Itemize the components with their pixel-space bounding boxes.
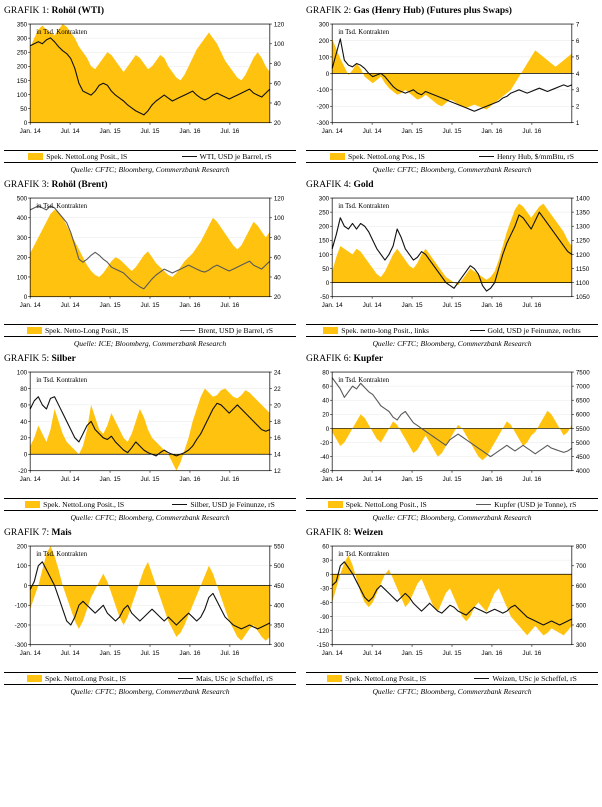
svg-text:1400: 1400 [575, 195, 590, 203]
svg-text:-20: -20 [18, 467, 28, 475]
panel-grafik4 [306, 178, 598, 352]
svg-text:0: 0 [23, 120, 28, 128]
svg-text:450: 450 [273, 582, 285, 590]
svg-text:-60: -60 [320, 467, 330, 475]
svg-text:20: 20 [273, 402, 281, 410]
svg-text:350: 350 [273, 622, 285, 630]
panel-label: GRAFIK 5: [4, 353, 50, 364]
svg-text:Jul. 15: Jul. 15 [442, 475, 462, 483]
svg-text:6000: 6000 [575, 411, 590, 419]
line-swatch [474, 678, 489, 679]
legend [306, 150, 598, 163]
svg-text:5000: 5000 [575, 439, 590, 447]
source-note: Quelle: CFTC; Bloomberg, Commerzbank Research [372, 164, 532, 174]
svg-text:1200: 1200 [575, 251, 590, 259]
legend-label: Spek. NettoLong Posit., lS [46, 151, 128, 161]
chart-grafik4 [306, 192, 598, 323]
svg-text:1250: 1250 [575, 237, 590, 245]
svg-text:40: 40 [322, 397, 330, 405]
svg-text:Jul. 15: Jul. 15 [140, 649, 160, 657]
panel-name: Mais [51, 527, 72, 538]
source-note: Quelle: CFTC; Bloomberg, Commerzbank Research [372, 338, 532, 348]
svg-text:1050: 1050 [575, 294, 590, 302]
svg-text:in Tsd. Kontrakten: in Tsd. Kontrakten [36, 29, 88, 37]
svg-text:Jul. 14: Jul. 14 [60, 301, 80, 309]
legend-item [327, 674, 426, 683]
svg-text:0: 0 [23, 451, 28, 459]
legend-item [180, 326, 273, 335]
area-swatch [27, 327, 42, 334]
svg-text:7: 7 [575, 21, 580, 29]
svg-text:Jan. 16: Jan. 16 [179, 301, 201, 309]
svg-text:600: 600 [575, 582, 587, 590]
svg-text:-50: -50 [320, 294, 330, 302]
svg-text:50: 50 [322, 265, 330, 273]
panel-label: GRAFIK 8: [306, 527, 352, 538]
svg-text:0: 0 [23, 582, 28, 590]
svg-text:Jan. 14: Jan. 14 [321, 475, 343, 483]
svg-text:400: 400 [16, 215, 28, 223]
panel-grafik6 [306, 352, 598, 526]
svg-text:80: 80 [273, 60, 281, 68]
chart-svg [306, 192, 598, 323]
svg-text:200: 200 [16, 254, 28, 262]
legend-item [474, 674, 576, 683]
svg-text:in Tsd. Kontrakten: in Tsd. Kontrakten [338, 203, 390, 211]
svg-text:80: 80 [20, 385, 28, 393]
legend-label: Spek. Netto-Long Posit., lS [44, 325, 129, 335]
area-swatch [323, 327, 338, 334]
svg-text:20: 20 [273, 120, 281, 128]
svg-text:Jul. 16: Jul. 16 [220, 649, 240, 657]
svg-text:7000: 7000 [575, 383, 590, 391]
svg-text:in Tsd. Kontrakten: in Tsd. Kontrakten [36, 550, 88, 558]
panel-label: GRAFIK 3: [4, 179, 50, 190]
panel-title [4, 528, 296, 539]
legend-item [178, 674, 273, 683]
panel-grafik2 [306, 4, 598, 178]
svg-text:-150: -150 [316, 641, 330, 649]
legend-label: WTI, USD je Barrel, rS [199, 151, 272, 161]
svg-text:7500: 7500 [575, 369, 590, 377]
chart-svg [4, 366, 296, 497]
panel-title [306, 180, 598, 191]
svg-text:6500: 6500 [575, 397, 590, 405]
legend [4, 672, 296, 685]
panel-label: GRAFIK 4: [306, 179, 352, 190]
svg-text:150: 150 [16, 77, 28, 85]
panel-label: GRAFIK 1: [4, 6, 50, 16]
legend-label: Spek. NettoLong Posit., lS [345, 499, 427, 509]
svg-text:-40: -40 [320, 453, 330, 461]
svg-text:Jan. 15: Jan. 15 [401, 475, 423, 483]
legend-item [182, 152, 272, 161]
svg-text:120: 120 [273, 195, 285, 203]
svg-text:Jul. 14: Jul. 14 [60, 475, 80, 483]
legend [4, 150, 296, 163]
panel-grafik1 [4, 4, 296, 178]
svg-text:Jan. 14: Jan. 14 [19, 475, 41, 483]
source-note: Quelle: CFTC; Bloomberg, Commerzbank Research [372, 512, 532, 522]
legend-item [323, 326, 429, 335]
svg-text:40: 40 [273, 274, 281, 282]
area-swatch [327, 675, 342, 682]
svg-text:Jan. 15: Jan. 15 [99, 649, 121, 657]
panel-name: Gas (Henry Hub) (Futures plus Swaps) [353, 6, 512, 16]
svg-text:Jan. 14: Jan. 14 [321, 649, 343, 657]
svg-text:18: 18 [273, 418, 281, 426]
legend [306, 498, 598, 511]
chart-svg [4, 540, 296, 671]
svg-text:Jul. 16: Jul. 16 [522, 301, 542, 309]
line-swatch [180, 330, 195, 331]
svg-text:Jul. 15: Jul. 15 [442, 649, 462, 657]
panel-title [4, 180, 296, 191]
panel-title [4, 6, 296, 17]
svg-text:-60: -60 [320, 599, 330, 607]
legend [4, 324, 296, 337]
svg-text:500: 500 [575, 602, 587, 610]
legend-label: Mais, USc je Scheffel, rS [195, 673, 273, 683]
svg-text:250: 250 [16, 49, 28, 57]
panel-name: Rohöl (WTI) [51, 6, 105, 16]
legend-item [479, 152, 574, 161]
svg-text:200: 200 [318, 37, 330, 45]
svg-text:700: 700 [575, 562, 587, 570]
svg-text:-100: -100 [14, 602, 28, 610]
svg-text:400: 400 [575, 622, 587, 630]
svg-text:Jul. 14: Jul. 14 [60, 649, 80, 657]
panel-title [306, 354, 598, 365]
svg-text:-30: -30 [320, 585, 330, 593]
svg-text:200: 200 [16, 543, 28, 551]
svg-text:-100: -100 [316, 87, 330, 95]
svg-text:Jul. 16: Jul. 16 [220, 301, 240, 309]
svg-text:300: 300 [273, 641, 285, 649]
svg-text:60: 60 [273, 254, 281, 262]
svg-text:80: 80 [322, 369, 330, 377]
svg-text:4: 4 [575, 70, 580, 78]
line-swatch [470, 330, 485, 331]
svg-text:2: 2 [575, 103, 580, 111]
legend-label: Spek. NettoLong Pos., lS [348, 151, 425, 161]
source-note: Quelle: CFTC; Bloomberg, Commerzbank Research [70, 512, 230, 522]
svg-text:in Tsd. Kontrakten: in Tsd. Kontrakten [36, 203, 88, 211]
svg-text:200: 200 [16, 63, 28, 71]
svg-text:14: 14 [273, 451, 281, 459]
svg-text:6: 6 [575, 37, 580, 45]
svg-text:Jul. 15: Jul. 15 [140, 475, 160, 483]
svg-text:300: 300 [16, 35, 28, 43]
svg-text:Jul. 15: Jul. 15 [442, 127, 462, 135]
panel-name: Rohöl (Brent) [51, 179, 108, 190]
svg-text:0: 0 [23, 294, 28, 302]
svg-text:100: 100 [16, 369, 28, 377]
legend [306, 672, 598, 685]
area-swatch [328, 501, 343, 508]
chart-grafik7 [4, 540, 296, 671]
svg-text:800: 800 [575, 543, 587, 551]
svg-text:20: 20 [322, 411, 330, 419]
svg-text:20: 20 [20, 435, 28, 443]
legend-item [27, 674, 126, 683]
area-swatch [28, 153, 43, 160]
svg-text:Jan. 15: Jan. 15 [401, 649, 423, 657]
svg-text:Jul. 16: Jul. 16 [522, 649, 542, 657]
svg-text:Jul. 16: Jul. 16 [220, 475, 240, 483]
line-swatch [479, 156, 494, 157]
svg-text:Jul. 14: Jul. 14 [362, 649, 382, 657]
svg-text:Jul. 15: Jul. 15 [140, 301, 160, 309]
svg-text:400: 400 [273, 602, 285, 610]
svg-text:Jan. 16: Jan. 16 [179, 649, 201, 657]
svg-text:Jul. 15: Jul. 15 [140, 127, 160, 135]
svg-text:-120: -120 [316, 627, 330, 635]
svg-text:4000: 4000 [575, 467, 590, 475]
legend-item [470, 326, 581, 335]
chart-grafik3 [4, 192, 296, 323]
svg-text:150: 150 [318, 237, 330, 245]
svg-text:5: 5 [575, 54, 580, 62]
chart-svg [4, 192, 296, 323]
chart-grafik1 [4, 18, 296, 149]
svg-text:Jul. 16: Jul. 16 [522, 475, 542, 483]
svg-text:60: 60 [273, 80, 281, 88]
svg-text:in Tsd. Kontrakten: in Tsd. Kontrakten [338, 29, 390, 37]
legend-label: Gold, USD je Feinunze, rechts [487, 325, 581, 335]
svg-text:300: 300 [575, 641, 587, 649]
svg-text:100: 100 [16, 91, 28, 99]
legend-label: Weizen, USc je Scheffel, rS [492, 673, 577, 683]
svg-text:300: 300 [16, 234, 28, 242]
panel-title [4, 354, 296, 365]
svg-text:Jul. 14: Jul. 14 [60, 127, 80, 135]
svg-text:300: 300 [318, 21, 330, 29]
svg-text:Jan. 16: Jan. 16 [179, 475, 201, 483]
svg-text:12: 12 [273, 467, 281, 475]
legend-label: Spek. netto-long Posit., links [341, 325, 430, 335]
legend-label: Brent, USD je Barrel, rS [198, 325, 274, 335]
panel-grafik8 [306, 526, 598, 700]
line-swatch [476, 504, 491, 505]
legend-item [25, 500, 124, 509]
chart-svg [306, 18, 598, 149]
svg-text:60: 60 [20, 402, 28, 410]
chart-svg [4, 18, 296, 149]
chart-grafik5 [4, 366, 296, 497]
legend-item [172, 500, 274, 509]
svg-text:5500: 5500 [575, 425, 590, 433]
source-note: Quelle: ICE; Bloomberg, Commerzbank Research [73, 338, 227, 348]
panel-grafik5 [4, 352, 296, 526]
svg-text:3: 3 [575, 87, 580, 95]
svg-text:80: 80 [273, 234, 281, 242]
legend [4, 498, 296, 511]
svg-text:20: 20 [273, 294, 281, 302]
svg-text:Jan. 16: Jan. 16 [481, 649, 503, 657]
legend-label: Spek. NettoLong Posit., lS [345, 673, 427, 683]
svg-text:300: 300 [318, 195, 330, 203]
svg-text:Jul. 14: Jul. 14 [362, 301, 382, 309]
svg-text:Jan. 16: Jan. 16 [481, 301, 503, 309]
svg-text:350: 350 [16, 21, 28, 29]
svg-text:-200: -200 [316, 103, 330, 111]
legend-label: Spek. NettoLong Posit., lS [43, 499, 125, 509]
legend-item [476, 500, 576, 509]
svg-text:500: 500 [273, 562, 285, 570]
legend-label: Silber, USD je Feinunze, rS [190, 499, 275, 509]
panel-name: Kupfer [353, 353, 384, 364]
svg-text:in Tsd. Kontrakten: in Tsd. Kontrakten [338, 550, 390, 558]
svg-text:200: 200 [318, 223, 330, 231]
svg-text:Jan. 15: Jan. 15 [401, 127, 423, 135]
legend-label: Kupfer (USD je Tonne), rS [494, 499, 577, 509]
svg-text:100: 100 [273, 215, 285, 223]
svg-text:0: 0 [325, 70, 330, 78]
line-swatch [182, 156, 197, 157]
chart-grafik2 [306, 18, 598, 149]
legend-item [330, 152, 425, 161]
svg-text:Jan. 14: Jan. 14 [19, 649, 41, 657]
svg-text:100: 100 [318, 251, 330, 259]
panel-name: Silber [51, 353, 76, 364]
svg-text:Jul. 14: Jul. 14 [362, 475, 382, 483]
svg-text:1350: 1350 [575, 209, 590, 217]
svg-text:Jul. 16: Jul. 16 [220, 127, 240, 135]
panel-label: GRAFIK 7: [4, 527, 50, 538]
legend [306, 324, 598, 337]
panel-title [306, 6, 598, 17]
svg-text:1150: 1150 [575, 265, 590, 273]
svg-text:Jul. 14: Jul. 14 [362, 127, 382, 135]
svg-text:Jan. 14: Jan. 14 [19, 127, 41, 135]
source-note: Quelle: CFTC; Bloomberg, Commerzbank Research [70, 686, 230, 696]
legend-item [27, 326, 129, 335]
svg-text:-300: -300 [316, 120, 330, 128]
area-swatch [27, 675, 42, 682]
chart-grafik6 [306, 366, 598, 497]
svg-text:Jan. 16: Jan. 16 [481, 127, 503, 135]
svg-text:Jul. 15: Jul. 15 [442, 301, 462, 309]
svg-text:60: 60 [322, 543, 330, 551]
svg-text:500: 500 [16, 195, 28, 203]
svg-text:0: 0 [325, 425, 330, 433]
svg-text:100: 100 [318, 54, 330, 62]
area-swatch [330, 153, 345, 160]
svg-text:-200: -200 [14, 622, 28, 630]
svg-text:Jan. 15: Jan. 15 [99, 127, 121, 135]
svg-text:in Tsd. Kontrakten: in Tsd. Kontrakten [338, 376, 390, 384]
svg-text:Jan. 14: Jan. 14 [321, 127, 343, 135]
svg-text:Jan. 16: Jan. 16 [179, 127, 201, 135]
source-note: Quelle: CFTC; Bloomberg, Commerzbank Research [372, 686, 532, 696]
svg-text:60: 60 [322, 383, 330, 391]
chart-grafik8 [306, 540, 598, 671]
svg-text:-300: -300 [14, 641, 28, 649]
svg-text:-20: -20 [320, 439, 330, 447]
panel-label: GRAFIK 2: [306, 6, 352, 16]
legend-label: Spek. NettoLong Posit., lS [44, 673, 126, 683]
svg-text:550: 550 [273, 543, 285, 551]
svg-text:40: 40 [273, 100, 281, 108]
panel-grafik7 [4, 526, 296, 700]
svg-text:Jan. 15: Jan. 15 [99, 475, 121, 483]
panel-label: GRAFIK 6: [306, 353, 352, 364]
svg-text:in Tsd. Kontrakten: in Tsd. Kontrakten [36, 376, 88, 384]
svg-text:0: 0 [325, 571, 330, 579]
svg-text:24: 24 [273, 369, 281, 377]
line-swatch [178, 678, 193, 679]
svg-text:100: 100 [16, 274, 28, 282]
svg-text:Jan. 15: Jan. 15 [99, 301, 121, 309]
svg-text:4500: 4500 [575, 453, 590, 461]
svg-text:1300: 1300 [575, 223, 590, 231]
panel-name: Weizen [353, 527, 384, 538]
line-swatch [172, 504, 187, 505]
chart-svg [306, 366, 598, 497]
svg-text:Jan. 14: Jan. 14 [19, 301, 41, 309]
svg-text:Jan. 15: Jan. 15 [401, 301, 423, 309]
svg-text:1100: 1100 [575, 279, 590, 287]
svg-text:1: 1 [575, 120, 580, 128]
svg-text:22: 22 [273, 385, 281, 393]
svg-text:Jul. 16: Jul. 16 [522, 127, 542, 135]
chart-svg [306, 540, 598, 671]
area-swatch [25, 501, 40, 508]
panel-grafik3 [4, 178, 296, 352]
svg-text:100: 100 [16, 562, 28, 570]
panel-title [306, 528, 598, 539]
svg-text:30: 30 [322, 557, 330, 565]
svg-text:-90: -90 [320, 613, 330, 621]
svg-text:Jan. 16: Jan. 16 [481, 475, 503, 483]
svg-text:40: 40 [20, 418, 28, 426]
svg-text:120: 120 [273, 21, 285, 29]
svg-text:0: 0 [325, 279, 330, 287]
svg-text:50: 50 [20, 106, 28, 114]
svg-text:100: 100 [273, 41, 285, 49]
legend-label: Henry Hub, $/mmBtu, rS [496, 151, 574, 161]
svg-text:250: 250 [318, 209, 330, 217]
source-note: Quelle: CFTC; Bloomberg, Commerzbank Research [70, 164, 230, 174]
panel-name: Gold [353, 179, 374, 190]
legend-item [328, 500, 427, 509]
svg-text:Jan. 14: Jan. 14 [321, 301, 343, 309]
svg-text:16: 16 [273, 435, 281, 443]
legend-item [28, 152, 127, 161]
